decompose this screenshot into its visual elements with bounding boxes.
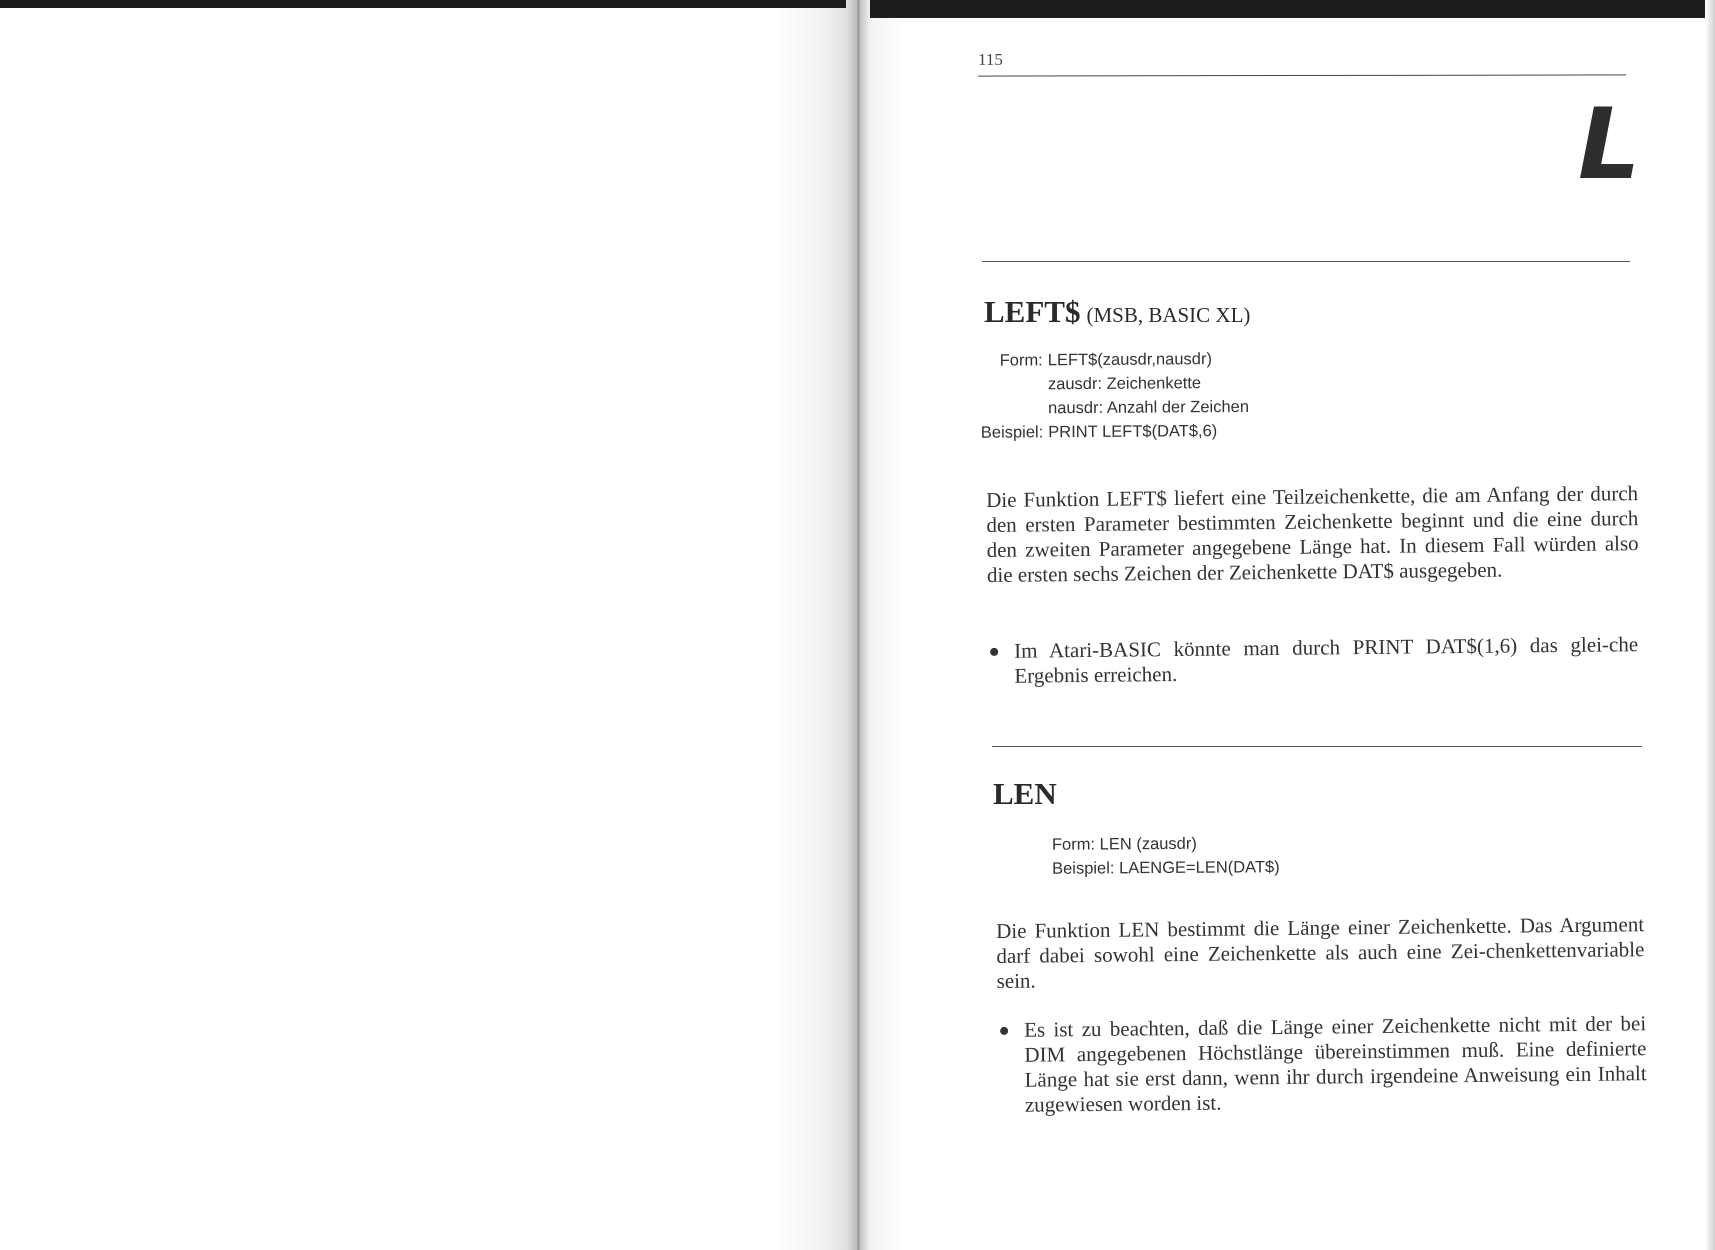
example-value: PRINT LEFT$(DAT$,6) bbox=[1048, 422, 1218, 442]
entry-note-len bbox=[996, 1011, 1647, 1118]
bullet-icon bbox=[990, 648, 998, 656]
bullet-icon bbox=[1000, 1027, 1008, 1035]
entry-description-left: Die Funktion LEFT$ liefert eine Teilzeichenkette, die am Anfang der durch den ersten Parameter bestimmten Zeichenkette beginnt und die eine durch den zweiten Parameter angegebene Länge hat. In diesem Fall würden also die ersten sechs Zeichen der Zeichenkette DAT$ ausgegeben. bbox=[986, 481, 1639, 587]
section-divider bbox=[992, 746, 1642, 747]
syntax-block-len bbox=[1052, 831, 1280, 881]
syntax-example-row bbox=[927, 419, 1249, 445]
form-label: Form: bbox=[1051, 835, 1096, 854]
entry-keyword: LEN bbox=[993, 776, 1057, 811]
section-divider bbox=[982, 261, 1630, 262]
note-text: Es ist zu beachten, daß die Länge einer Zeichenkette nicht mit der bei DIM angegebenen Höchstlänge übereinstimmen muß. Eine definierte Länge hat sie erst dann, wenn ihr durch irgendeine Anweisung ein Inhalt zugewiesen worden ist. bbox=[1023, 1011, 1647, 1117]
form-label: Form: bbox=[999, 351, 1043, 370]
example-label: Beispiel: bbox=[980, 423, 1044, 442]
entry-title-len bbox=[993, 776, 1057, 812]
entry-dialects: (MSB, BASIC XL) bbox=[1086, 303, 1251, 327]
left-page-blank bbox=[0, 8, 856, 1250]
entry-keyword: LEFT$ bbox=[984, 294, 1081, 329]
syntax-form-row bbox=[1052, 831, 1280, 857]
letter-tab: L bbox=[1578, 88, 1641, 202]
page-number: 115 bbox=[978, 50, 1003, 69]
syntax-block-left bbox=[927, 347, 1250, 445]
example-label: Beispiel: bbox=[1052, 859, 1115, 878]
form-value: LEN (zausdr) bbox=[1099, 834, 1197, 854]
form-value: LEFT$(zausdr,nausdr) bbox=[1047, 350, 1212, 370]
page-edge bbox=[1705, 0, 1715, 1250]
entry-title-left bbox=[984, 294, 1250, 330]
entry-description-len: Die Funktion LEN bestimmt die Länge einer Zeichenkette. Das Argument darf dabei sowohl eine Zeichenkette als auch eine Zei-chenkettenvariable sein. bbox=[996, 912, 1645, 993]
example-value: LAENGE=LEN(DAT$) bbox=[1118, 858, 1280, 878]
syntax-form-row bbox=[927, 347, 1249, 373]
syntax-example-row bbox=[1052, 855, 1280, 881]
book-gutter bbox=[846, 0, 870, 1250]
entry-note-left bbox=[986, 632, 1638, 689]
syntax-param-row: zausdr: Zeichenkette bbox=[1047, 374, 1202, 394]
syntax-param-row: nausdr: Anzahl der Zeichen bbox=[1048, 397, 1250, 418]
note-text: Im Atari-BASIC könnte man durch PRINT DAT$(1,6) das glei-che Ergebnis erreichen. bbox=[1013, 632, 1639, 688]
